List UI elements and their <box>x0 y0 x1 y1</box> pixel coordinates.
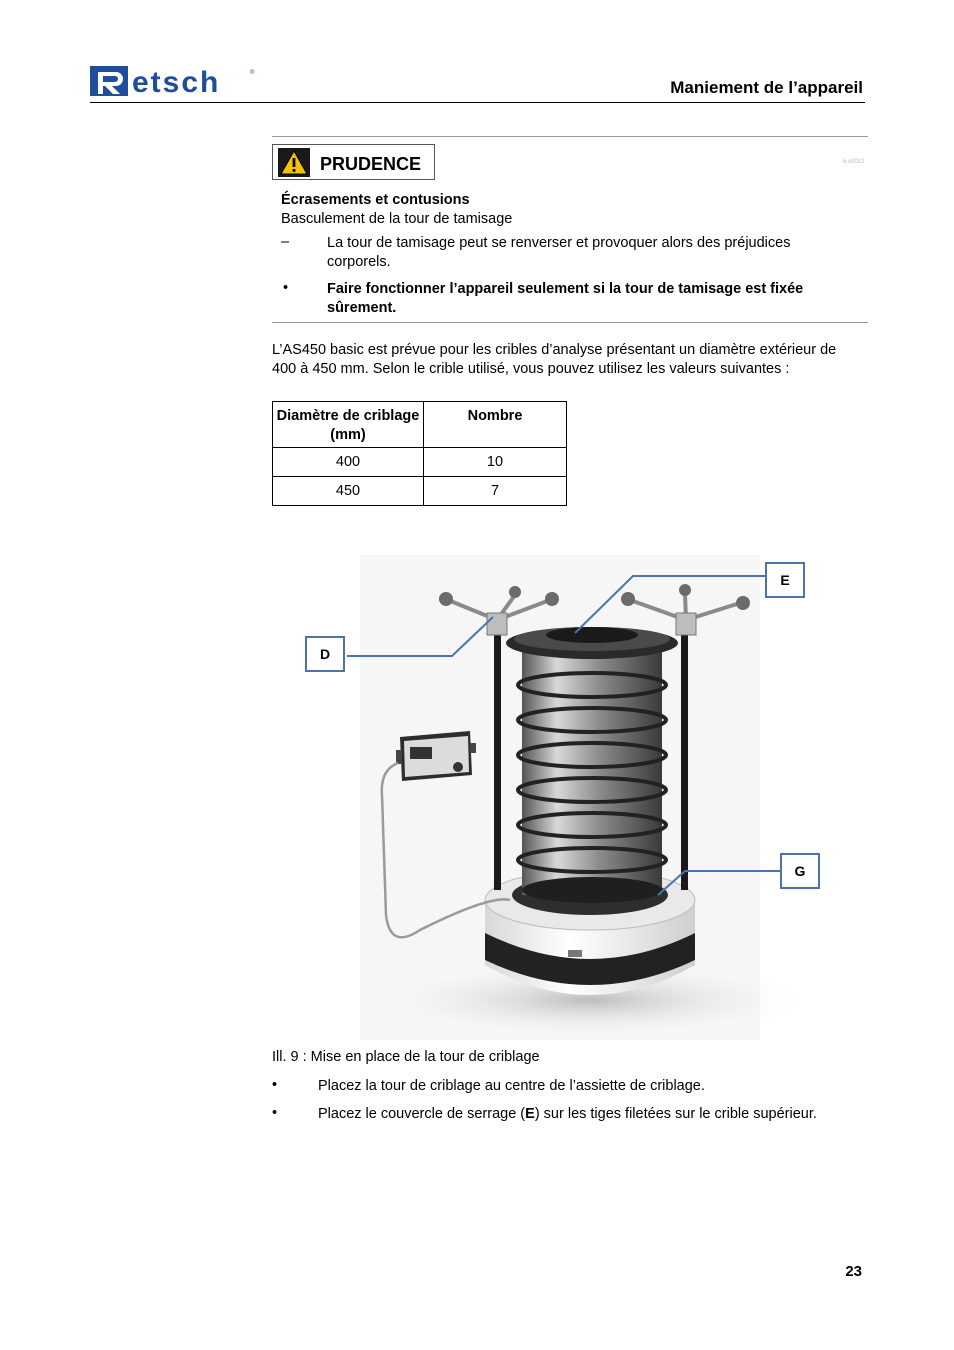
warning-code: 5.v0012 <box>843 159 865 165</box>
step-text-part: Placez le couvercle de serrage ( <box>318 1106 526 1122</box>
warning-subtitle: Basculement de la tour de tamisage <box>281 211 513 227</box>
section-title: Maniement de l’appareil <box>670 78 863 97</box>
step-bullet: • <box>272 1105 278 1121</box>
callout-g: G <box>780 853 820 889</box>
table-header-cell: Nombre <box>424 402 567 448</box>
svg-text:etsch: etsch <box>132 66 221 98</box>
step-text <box>318 1077 828 1096</box>
figure-caption: Ill. 9 : Mise en place de la tour de criblage <box>272 1049 540 1065</box>
table-cell: 450 <box>273 477 424 506</box>
warning-bottom-divider <box>272 322 868 323</box>
warning-title: Écrasements et contusions <box>281 192 470 208</box>
table-cell: 7 <box>424 477 567 506</box>
table-row <box>273 477 567 506</box>
header-divider <box>90 102 865 103</box>
retsch-logo <box>90 64 260 98</box>
table-row <box>273 448 567 477</box>
warning-top-divider <box>272 136 868 137</box>
warning-triangle-icon <box>278 148 310 177</box>
warning-label: PRUDENCE <box>320 154 422 174</box>
table-header-cell: Diamètre de criblage (mm) <box>273 402 424 448</box>
sieve-table <box>272 401 567 506</box>
callout-e: E <box>765 562 805 598</box>
table-cell: 400 <box>273 448 424 477</box>
table-header-row <box>273 402 567 448</box>
table-cell: 10 <box>424 448 567 477</box>
page-number: 23 <box>845 1263 862 1280</box>
step-text-part: ) sur les tiges filetées sur le crible supérieur. <box>534 1106 817 1122</box>
warning-dot-bullet: • <box>283 280 289 296</box>
warning-dash-bullet: – <box>281 234 290 250</box>
step-bullet: • <box>272 1077 278 1093</box>
step-text <box>318 1105 828 1124</box>
sieve-shaker-illustration <box>300 555 860 1045</box>
step-text-part: Placez la tour de criblage au centre de l’assiette de criblage. <box>318 1078 705 1094</box>
callout-d: D <box>305 636 345 672</box>
warning-instruction: Faire fonctionner l’appareil seulement si la tour de tamisage est fixée sûrement. <box>327 281 804 316</box>
step-text-bold: E <box>525 1106 535 1122</box>
svg-text:®: ® <box>250 70 255 76</box>
intro-paragraph: L’AS450 basic est prévue pour les cribles d’analyse présentant un diamètre extérieur de 400 à 450 mm. Selon le crible utilisé, vous pouvez utilisez les valeurs suivantes : <box>272 342 837 377</box>
warning-consequence: La tour de tamisage peut se renverser et provoquer alors des préjudices corporels. <box>327 235 791 270</box>
